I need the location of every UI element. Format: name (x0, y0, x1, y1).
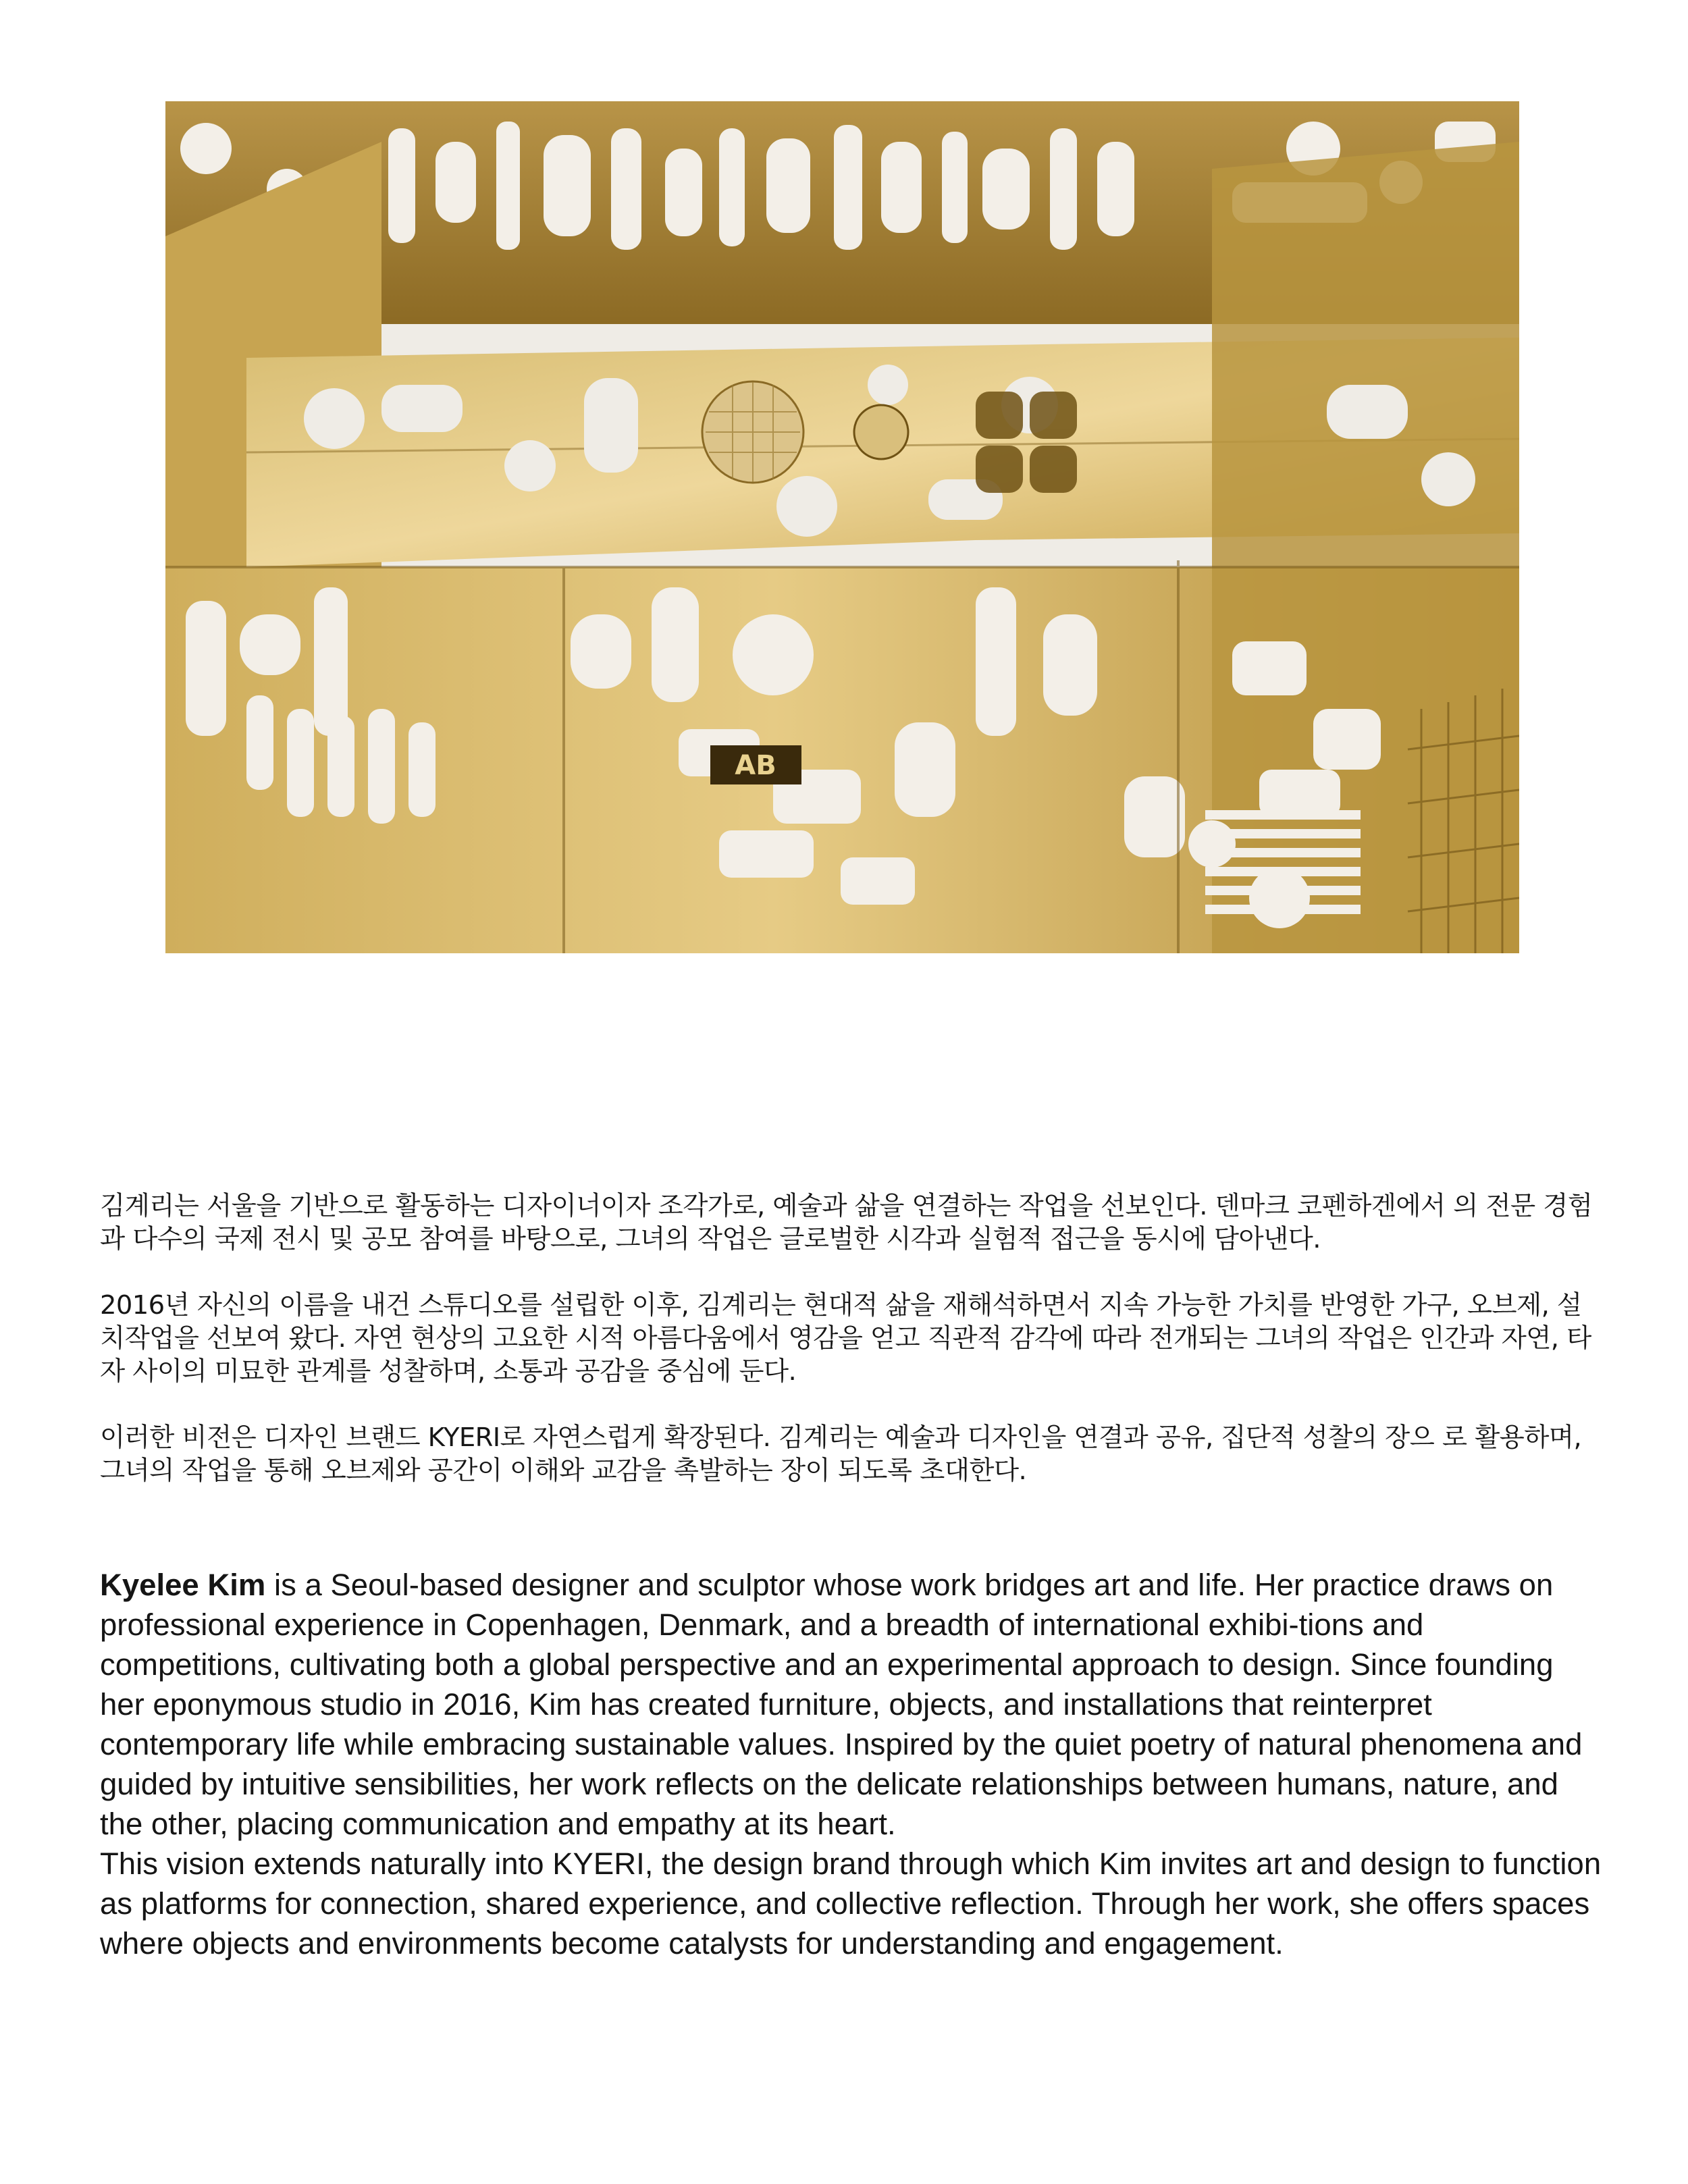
brass-cutout-sculpture-image (165, 101, 1519, 953)
engraved-label: AB (735, 750, 776, 781)
artist-name: Kyelee Kim (100, 1568, 266, 1602)
english-paragraph-2: This vision extends naturally into KYERI, the design brand through which Kim invites art and design to function as platforms for connection, shared experience, and collective reflection. Through her work, she offers spaces where objects and environments become catalysts for understanding and engagement. (100, 1846, 1602, 1961)
sculpture-photo (165, 101, 1519, 953)
korean-paragraph-2: 2016년 자신의 이름을 내건 스튜디오를 설립한 이후, 김계리는 현대적 삶을 재해석하면서 지속 가능한 가치를 반영한 가구, 오브제, 설치작업을 선보여 왔다. 자연 현상의 고요한 시적 아름다움에서 영감을 얻고 직관적 감각에 따라 전개되는 그녀의 작업은 인간과 자연, 타자 사이의 미묘한 관계를 성찰하며, 소통과 공감을 중심에 둔다. (100, 1290, 1591, 1387)
korean-paragraph-1: 김계리는 서울을 기반으로 활동하는 디자이너이자 조각가로, 예술과 삶을 연결하는 작업을 선보인다. 덴마크 코펜하겐에서 의 전문 경험과 다수의 국제 전시 및 공모 참여를 바탕으로, 그녀의 작업은 글로벌한 시각과 실험적 접근을 동시에 담아낸다. (100, 1191, 1593, 1254)
english-paragraph-1-text: is a Seoul-based designer and sculptor whose work bridges art and life. Her practice draws on professional experience in Copenhagen, Denmark, and a breadth of international exhibi-tions and competitions, cultivating both a global perspective and an experimental approach to design. Since founding her eponymous studio in 2016, Kim has created furniture, objects, and installations that reinterpret contemporary life while embracing sustainable values. Inspired by the quiet poetry of natural phenomena and guided by intuitive sensibilities, her work reflects on the delicate relationships between humans, nature, and the other, placing communication and empathy at its heart. (100, 1568, 1583, 1841)
english-paragraph-1 (100, 1565, 1606, 1844)
korean-bio (100, 1190, 1606, 1487)
korean-paragraph-3: 이러한 비전은 디자인 브랜드 KYERI로 자연스럽게 확장된다. 김계리는 예술과 디자인을 연결과 공유, 집단적 성찰의 장으 로 활용하며, 그녀의 작업을 통해 오브제와 공간이 이해와 교감을 촉발하는 장이 되도록 초대한다. (100, 1422, 1582, 1486)
english-bio (100, 1565, 1606, 1963)
